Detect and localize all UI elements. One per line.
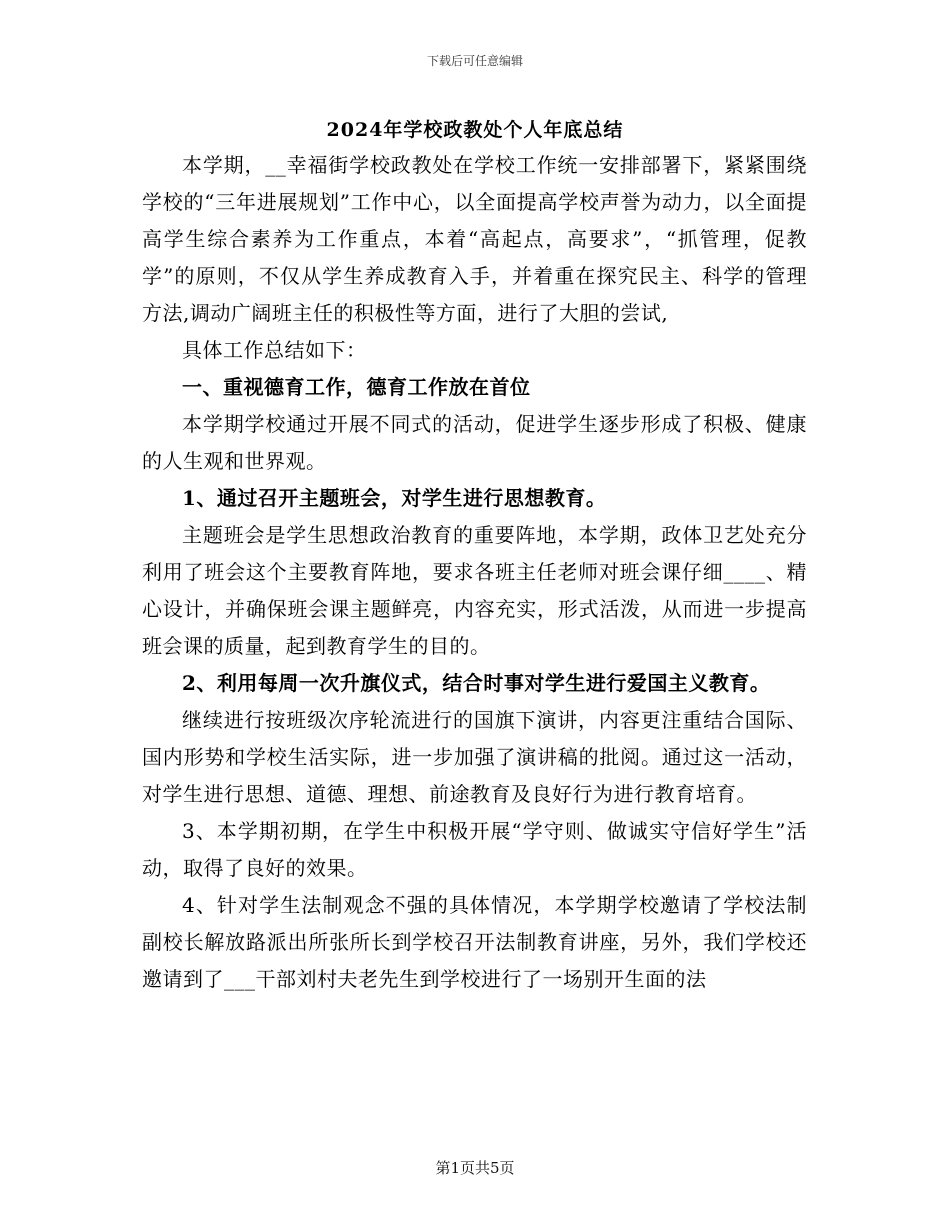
section-1-paragraph: 本学期学校通过开展不同式的活动，促进学生逐步形成了积极、健康的人生观和世界观。 [142,412,807,473]
subsection-heading-1: 1、通过召开主题班会，对学生进行思想教育。 [182,486,607,510]
document-title: 2024年学校政教处个人年底总结 [326,119,624,141]
summary-lead-paragraph: 具体工作总结如下： [182,338,367,362]
subsection-2-paragraph: 继续进行按班级次序轮流进行的国旗下演讲，内容更注重结合国际、国内形势和学校生活实际，进一步加强了演讲稿的批阅。通过这一活动，对学生进行思想、道德、理想、前途教育及良好行为进行教育培育。 [142,708,807,806]
item-3-paragraph: 3、本学期初期，在学生中积极开展“学守则、做诚实守信好学生”活动，取得了良好的效果。 [142,819,807,880]
section-heading-1: 一、重视德育工作，德育工作放在首位 [182,375,531,399]
item-4-paragraph: 4、针对学生法制观念不强的具体情况，本学期学校邀请了学校法制副校长解放路派出所张所长到学校召开法制教育讲座，另外，我们学校还邀请到了___干部刘村夫老先生到学校进行了一场别开生面的法 [142,893,807,991]
subsection-1-paragraph: 主题班会是学生思想政治教育的重要阵地，本学期，政体卫艺处充分利用了班会这个主要教育阵地，要求各班主任老师对班会课仔细____、精心设计，并确保班会课主题鲜亮，内容充实，形式活泼，从而进一步提高班会课的质量，起到教育学生的目的。 [142,523,807,658]
page-number-footer: 第1页共5页 [435,1159,515,1177]
document-body [142,147,807,998]
header-note: 下载后可任意编辑 [426,54,523,68]
subsection-heading-2: 2、利用每周一次升旗仪式，结合时事对学生进行爱国主义教育。 [182,671,771,695]
intro-paragraph: 本学期，__幸福街学校政教处在学校工作统一安排部署下，紧紧围绕学校的“三年进展规划”工作中心，以全面提高学校声誉为动力，以全面提高学生综合素养为工作重点，本着“高起点，高要求”，“抓管理，促教学”的原则，不仅从学生养成教育入手，并着重在探究民主、科学的管理方法,调动广阔班主任的积极性等方面，进行了大胆的尝试, [142,153,807,325]
